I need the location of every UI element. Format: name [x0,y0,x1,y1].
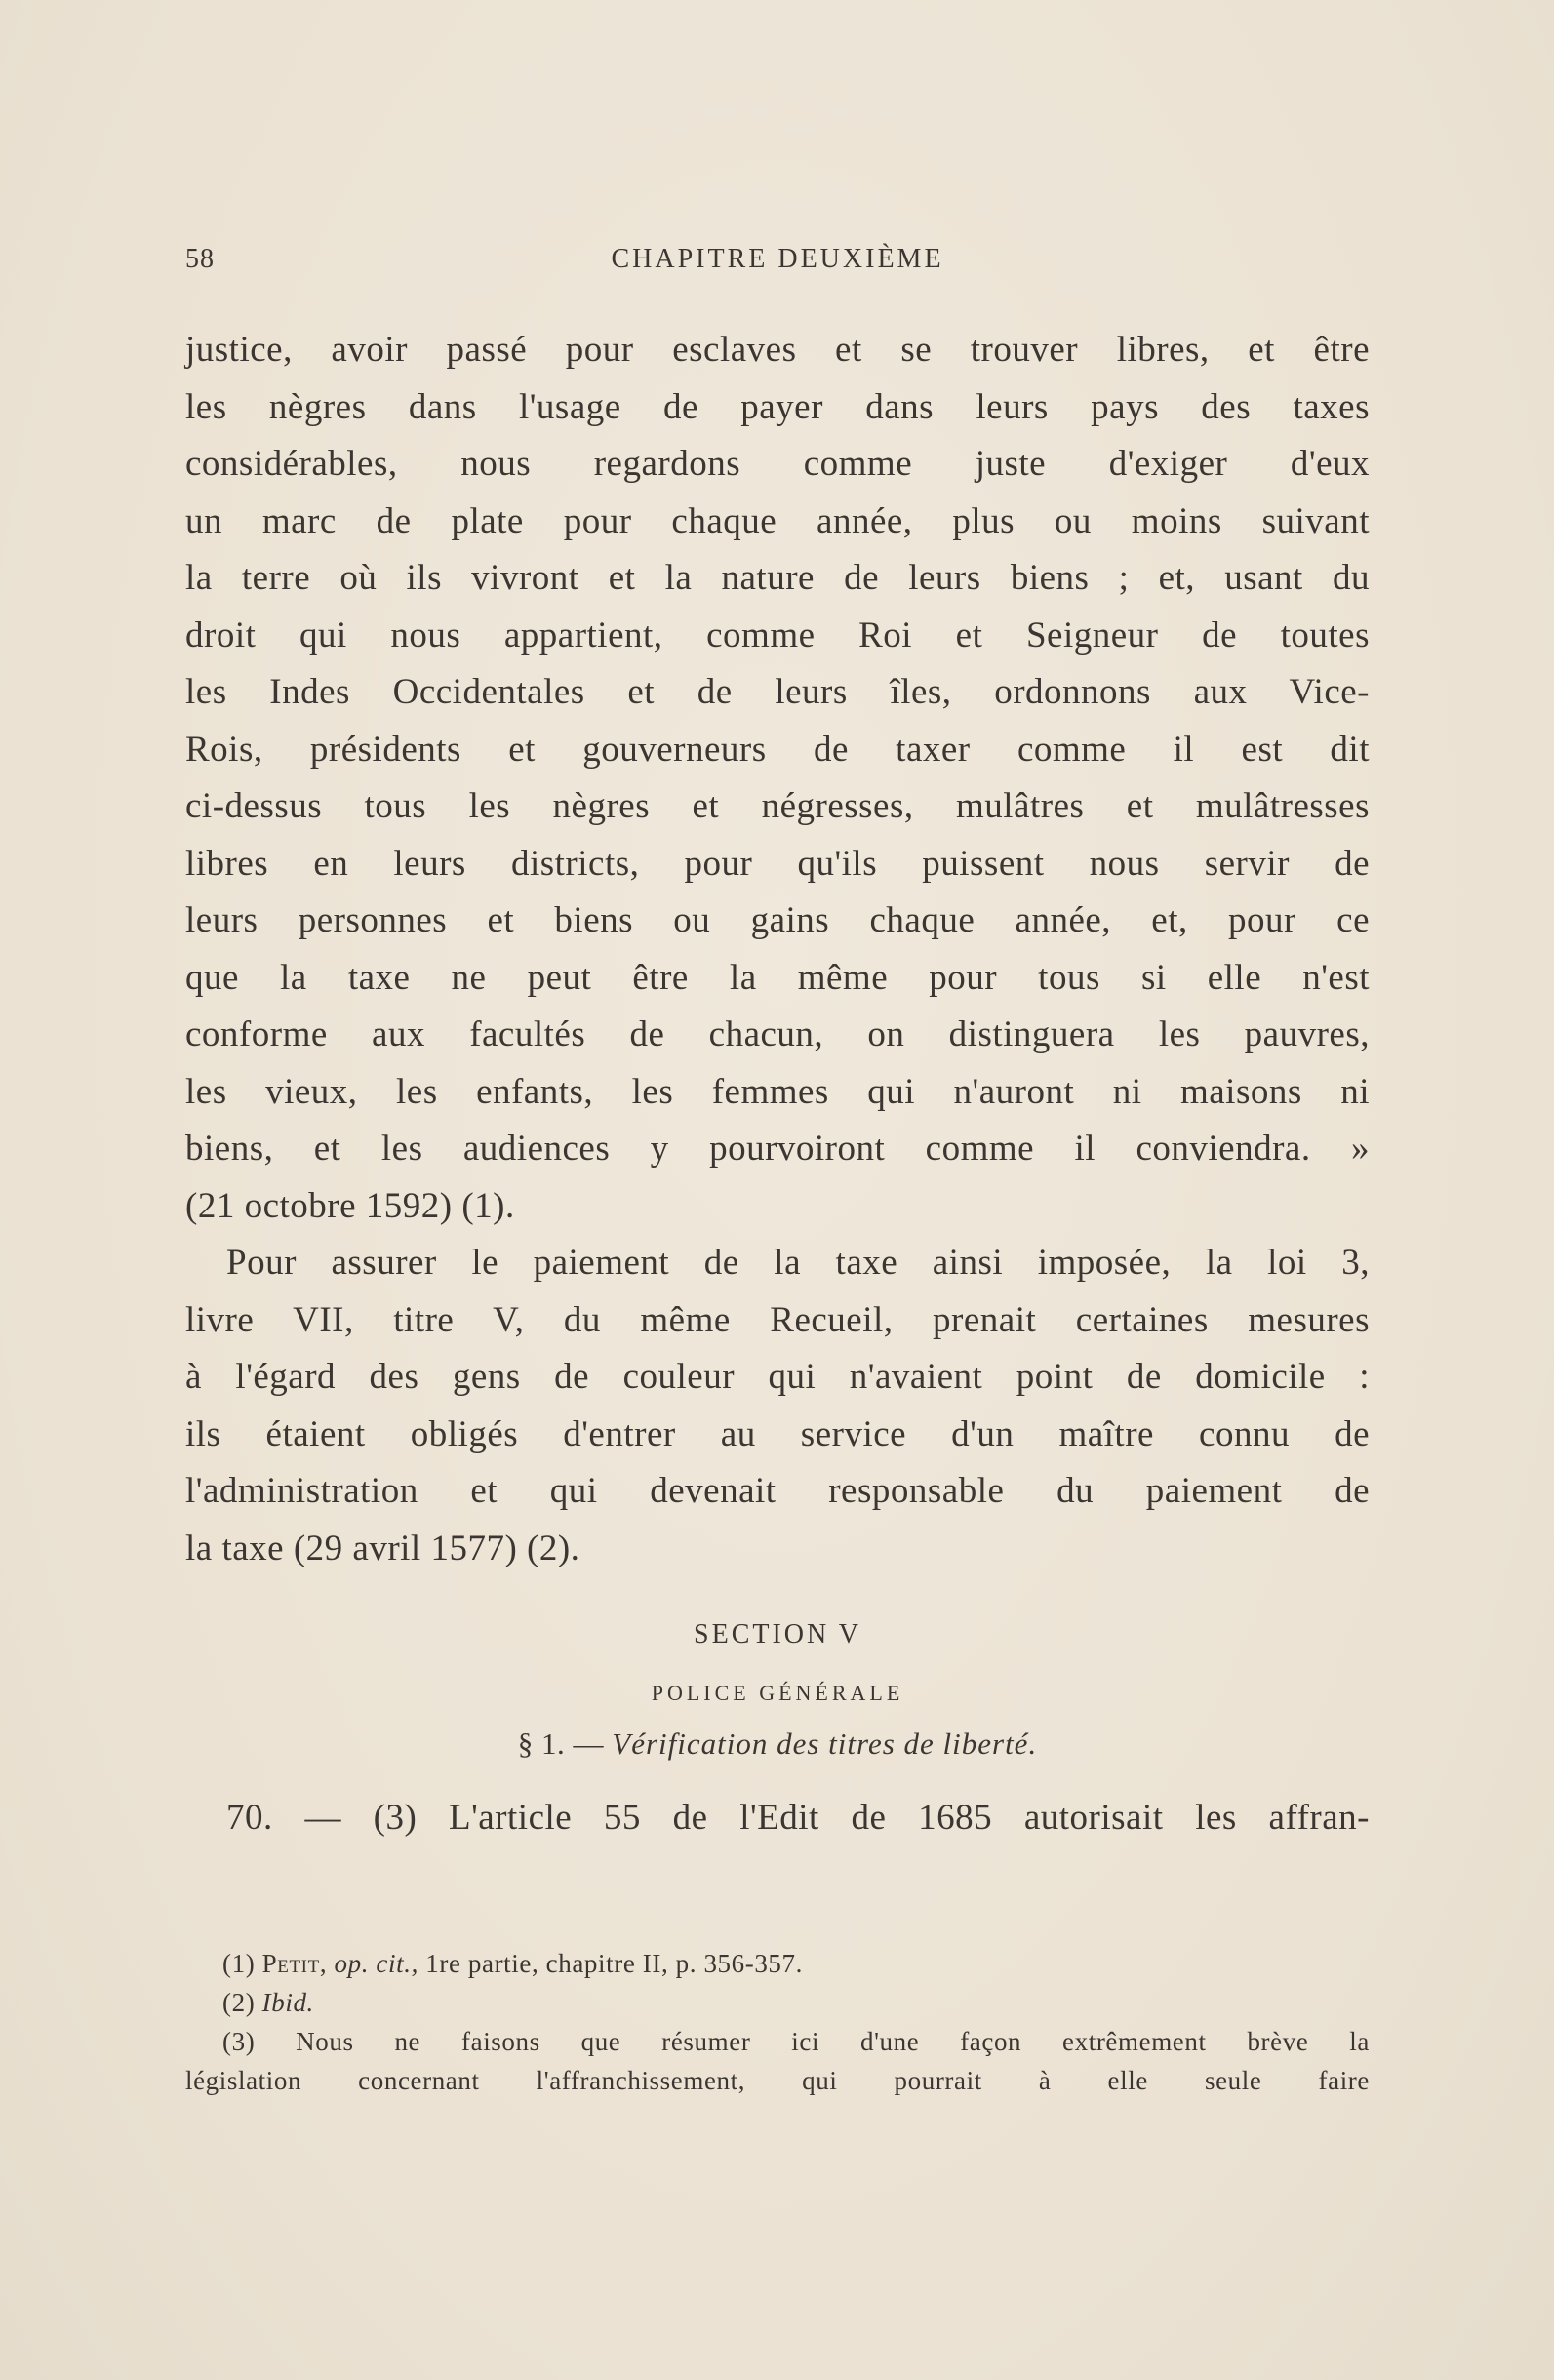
footnote-author: Petit, [261,1949,328,1978]
text-line: les nègres dans l'usage de payer dans leurs pays des taxes [185,386,1370,427]
section-heading: SECTION V [694,1619,861,1649]
text-line: les Indes Occidentales et de leurs îles, ordonnons aux Vice- [185,672,1370,712]
subsection-heading [185,1716,1370,1776]
text-line: la taxe (29 avril 1577) (2). [185,1527,580,1568]
text-line: considérables, nous regardons comme juste d'exiger d'eux [185,444,1370,484]
section-subheading: POLICE GÉNÉRALE [651,1681,904,1705]
footnote-marker: (2) [222,1988,256,2017]
subsection-number: § 1. — [517,1726,605,1761]
text-line: (21 octobre 1592) (1). [185,1185,515,1226]
footnote-3-line-2: législation concernant l'affranchissement, qui pourrait à elle seule faire [185,2066,1370,2095]
footnotes [185,1944,1370,2100]
footnote-ibid: Ibid. [261,1988,314,2017]
footnote-reference: 1re partie, chapitre II, p. 356-357. [425,1949,803,1978]
running-head [185,244,1370,283]
text-line: ils étaient obligés d'entrer au service d'un maître connu de [185,1413,1370,1454]
paragraph-70: 70. — (3) L'article 55 de l'Edit de 1685 autorisait les affran- [226,1798,1370,1838]
text-line: que la taxe ne peut être la même pour tous si elle n'est [185,957,1370,998]
footnote-1 [185,1944,1370,1983]
text-line: livre VII, titre V, du même Recueil, prenait certaines mesures [185,1299,1370,1340]
text-line: biens, et les audiences y pourvoiront comme il conviendra. » [185,1129,1370,1169]
text-line: l'administration et qui devenait responsable du paiement de [185,1471,1370,1511]
text-line: Pour assurer le paiement de la taxe ainsi imposée, la loi 3, [226,1243,1370,1283]
body-text [185,322,1370,1847]
text-line: libres en leurs districts, pour qu'ils puissent nous servir de [185,843,1370,884]
text-line: droit qui nous appartient, comme Roi et Seigneur de toutes [185,615,1370,655]
footnote-marker: (1) [222,1949,256,1978]
text-line: la terre où ils vivront et la nature de leurs biens ; et, usant du [185,558,1370,598]
footnote-3-line-1: (3) Nous ne faisons que résumer ici d'une façon extrêmement brève la [222,2027,1370,2056]
footnote-2 [185,1983,1370,2022]
text-line: à l'égard des gens de couleur qui n'avaient point de domicile : [185,1357,1370,1397]
text-line: les vieux, les enfants, les femmes qui n'auront ni maisons ni [185,1071,1370,1112]
text-line: leurs personnes et biens ou gains chaque année, et, pour ce [185,900,1370,940]
subsection-title: Vérification des titres de liberté. [612,1726,1038,1761]
page-number: 58 [185,244,215,274]
text-line: ci-dessus tous les nègres et négresses, mulâtres et mulâtresses [185,786,1370,826]
text-line: un marc de plate pour chaque année, plus ou moins suivant [185,500,1370,541]
text-line: Rois, présidents et gouverneurs de taxer comme il est dit [185,729,1370,770]
chapter-title: CHAPITRE DEUXIÈME [611,244,944,274]
footnote-opcit: op. cit., [334,1949,418,1978]
text-line: justice, avoir passé pour esclaves et se trouver libres, et être [185,330,1370,370]
text-line: conforme aux facultés de chacun, on distinguera les pauvres, [185,1014,1370,1054]
